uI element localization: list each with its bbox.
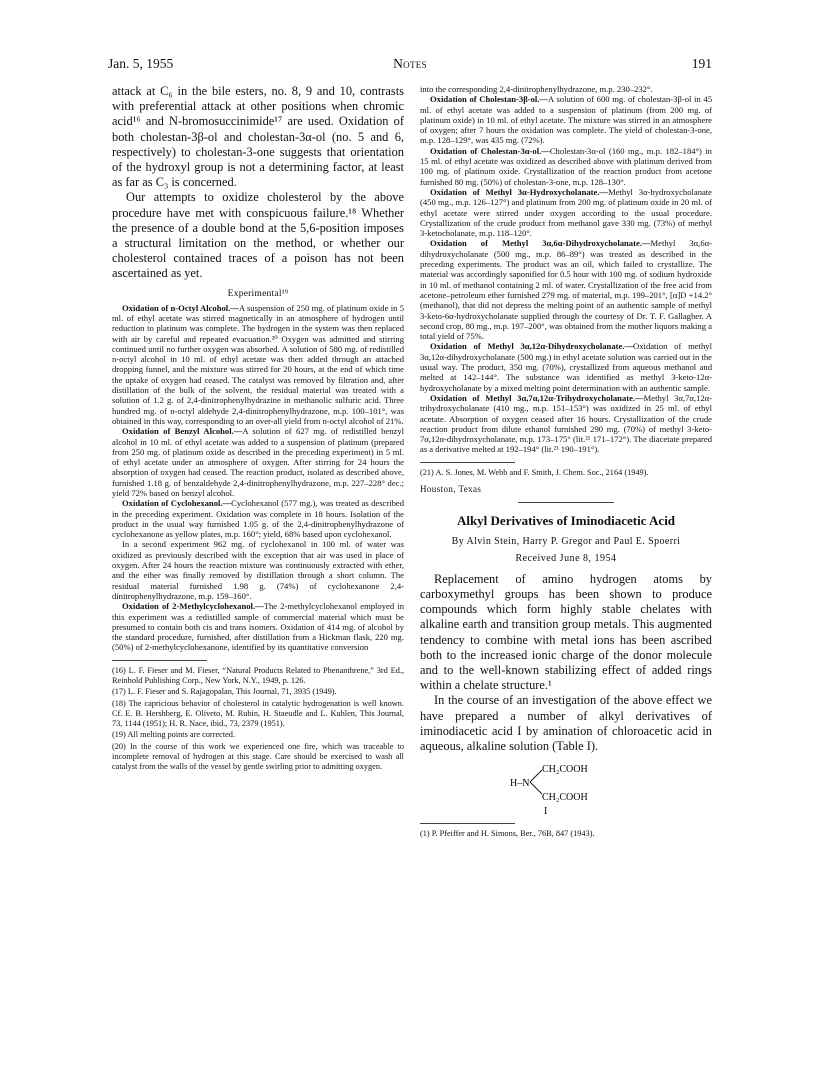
experimental-continuation	[420, 84, 712, 455]
header-section: Notes	[393, 56, 427, 71]
experiment-text: Methyl 3α,6α-dihydroxycholanate (500 mg., m.p. 86–89°) was treated as described in the preceding experiments. The product was an oil, which failed to crystallize. The material was accordingly saponified for 0.5 hour with 100 mg. of sodium hydroxide in 10 ml. of methanol containing 2 ml. of water. Crystallization of the free acid from acetone–petroleum ether furnished 279 mg. of material, m.p. 199–201°, [α]D +14.2° (methanol), that did not depress the melting point of an authentic sample of methyl 3-keto-6α-hydroxycholanate supplied through the courtesy of Dr. T. F. Gallagher. A second crop, 80 mg., m.p. 197–200°, was obtained from the mother liquors making a total yield of 75%.	[420, 238, 712, 342]
footnote-divider	[112, 660, 207, 661]
left-column	[112, 84, 404, 773]
experiment-text: Methyl 3α,7α,12α-trihydroxycholanate (410 mg., m.p. 151–153°) was oxidized in 25 ml. of ethyl acetate. Absorption of oxygen ceased after 16 hours. Crystallization of the crude reaction product from dilute ethanol furnished 290 mg. (70%) of methyl 3-keto-7α,12α-dihydroxycholanate, m.p. 173–175° (lit.²¹ 171–172°). The diacetate prepared as a derivative melted at 192–194° (lit.²¹ 190–191°).	[420, 392, 712, 455]
experiment-title: Oxidation of Methyl 3α,6α-Dihydroxycholanate.—	[430, 238, 651, 249]
experiment-text: A solution of 627 mg. of redistilled benzyl alcohol in 10 ml. of ethyl acetate was added to a suspension of platinum (prepared from 250 mg. of platinum oxide as described in the preceding experiment) in 5 ml. of ethyl acetate under an atmosphere of oxygen. After stirring for 24 hours the absorption of oxygen had ceased. The reaction product, isolated as described above, furnished 1.18 g. of benzaldehyde 2,4-dinitrophenylhydrazone, m.p. 227–228° dec.; yield 72% based on benzyl alcohol.	[112, 426, 405, 498]
article-title: Alkyl Derivatives of Iminodiacetic Acid	[456, 512, 676, 528]
structure-diagram	[420, 758, 712, 816]
experiment-text: Methyl 3α-hydroxycholanate (450 mg., m.p. 126–127°) and platinum from 200 mg. of platinum oxide in 20 ml. of ethyl acetate were stirred under oxygen according to the usual procedure. Crystallization of the crude product from methanol gave 330 mg. (73%) of methyl 3-ketocholanate, m.p. 118–120°.	[420, 186, 713, 239]
experiment-paragraph	[112, 303, 404, 427]
article-divider	[518, 502, 614, 503]
footnote: (1) P. Pfeiffer and H. Simons, Ber., 76B, 847 (1943).	[420, 829, 595, 839]
footnote: (16) L. F. Fieser and M. Fieser, “Natural Products Related to Phenanthrene,” 3rd Ed., Reinhold Publishing Corp., New York, N.Y., 1949, p. 126.	[112, 665, 404, 685]
experimental-section	[112, 303, 404, 653]
footnote: (18) The capricious behavior of cholesterol in catalytic hydrogenation is well known. Cf. E. B. Hershberg, E. Oliveto, M. Rubin, H. Staeudle and L. Kuhlen, This Journal, 73, 1144 (1951); H. R. Nace, ibid., 73, 2379 (1951).	[112, 698, 404, 728]
intro-paragraph: Our attempts to oxidize cholesterol by the above procedure have met with conspicuous failure.¹⁸ Whether the presence of a double bond at the 5,6-position imposes a structural limitation on the method, or whether our cholesterol contained traces of a poison has not been ascertained as yet.	[112, 190, 404, 281]
footnote-divider	[420, 462, 515, 463]
experiment-text: A suspension of 250 mg. of platinum oxide in 5 ml. of ethyl acetate was stirred magnetically in an atmosphere of hydrogen until reduction to platinum was complete. The hydrogen in the system was then replaced with air by careful and repeated evacuation.²⁰ Oxygen was admitted and stirring continued until no further oxygen was absorbed. A solution of 580 mg. of redistilled n-octyl alcohol in 10 ml. of ethyl acetate was then added through an attached dropping funnel, and the mixture was stirred for 20 hours, at the end of which time the uptake of oxygen had ceased. The catalyst was removed by filtration and, after distillation of the bulk of the solvent, the residual material was treated with a solution of 1.2 g. of 2,4-dinitrophenylhydrazine in methanolic sulfuric acid. Three hundred mg. of n-octyl aldehyde 2,4-dinitrophenylhydrazone, m.p. 100–101°, was obtained in this way, corresponding to an over-all yield from n-octyl alcohol of 21%.	[112, 302, 404, 426]
experiment-title: Oxidation of n-Octyl Alcohol.—	[122, 302, 239, 313]
body-paragraph: In the course of an investigation of the above effect we have prepared a number of alkyl derivatives of iminodiacetic acid I by amination of chloroacetic acid in aqueous, alkaline solution (Table I).	[420, 693, 712, 753]
author-address: Houston, Texas	[420, 483, 482, 494]
footnote: (20) In the course of this work we experienced one fire, which was traceable to incomplete removal of hydrogen at this stage. Care should be exercised to wash all catalyst from the walls of the vessel by gentle swirling prior to admitting oxygen.	[112, 741, 404, 771]
footnote: (21) A. S. Jones, M. Webb and F. Smith, J. Chem. Soc., 2164 (1949).	[420, 467, 649, 477]
experiment-paragraph	[420, 146, 712, 187]
experiment-title: Oxidation of Methyl 3α-Hydroxycholanate.—	[430, 186, 609, 197]
experiment-paragraph	[112, 426, 404, 498]
body-paragraph: Replacement of amino hydrogen atoms by carboxymethyl groups has been shown to produce compounds which form highly stable chelates with alkaline earth and transition group metals. This augmented tendency to combine with metal ions has been ascribed both to the increased ionic charge of the donor molecule and to the well-known stabilizing effect of added rings within a chelate structure.¹	[420, 571, 712, 693]
experiment-paragraph	[420, 94, 712, 145]
experiment-title: Oxidation of Methyl 3α,12α-Dihydroxycholanate.—	[430, 341, 634, 352]
header-date: Jan. 5, 1955	[108, 56, 174, 71]
structure-bond-bottom	[530, 782, 542, 794]
footnote: (17) L. F. Fieser and S. Rajagopalan, This Journal, 71, 3935 (1949).	[112, 687, 337, 697]
experiment-title: Oxidation of Cyclohexanol.—	[122, 498, 232, 509]
intro-text	[112, 84, 404, 282]
structure-label: I	[544, 806, 548, 817]
experiment-text: The 2-methylcyclohexanol employed in this experiment was a redistilled sample of commercial material which must be presumed to contain both cis and trans isomers. Oxidation of 414 mg. of alcohol by the standard procedure, furnished, after distillation from a Hickman flask, 220 mg. (50%) of 2-methylcyclohexanone, identified by its quantitative conversion	[112, 601, 404, 653]
experiment-paragraph	[112, 498, 404, 539]
footnote: (19) All melting points are corrected.	[112, 730, 236, 740]
chemical-structure	[420, 758, 712, 816]
byline: By Alvin Stein, Harry P. Gregor and Paul E. Spoerri	[451, 535, 681, 547]
experiment-paragraph	[420, 187, 712, 238]
structure-bond-top	[530, 770, 542, 782]
experiment-paragraph	[420, 238, 712, 341]
experiment-title: Oxidation of Cholestan-3α-ol.—	[430, 145, 550, 156]
footnote-divider	[420, 823, 515, 824]
experiment-paragraph	[420, 84, 712, 94]
experiment-paragraph	[420, 341, 712, 392]
experiment-title: Oxidation of 2-Methylcyclohexanol.—	[122, 601, 264, 612]
article-body	[420, 572, 712, 754]
running-header	[108, 56, 712, 76]
experiment-paragraph	[112, 601, 404, 652]
intro-paragraph: attack at C₆ in the bile esters, no. 8, 9 and 10, contrasts with preferential attack at other positions when chromic acid¹⁶ and N-bromosuccinimide¹⁷ are used. Oxidation of both cholestan-3β-ol and cholestan-3α-ol (no. 5 and 6, respectively) to cholestan-3-one suggests that orientation of the hydroxyl group is not a determining factor, at least as far as C₃ is concerned.	[112, 84, 404, 190]
experiment-title: Oxidation of Benzyl Alcohol.—	[122, 426, 243, 437]
structure-hn: H–N	[510, 778, 530, 790]
page-number: 191	[691, 56, 712, 71]
experiment-text: Oxidation of methyl 3α,12α-dihydroxycholanate (500 mg.) in ethyl acetate solution was carried out in the usual way. The product, 350 mg. (70%), crystallized from aqueous methanol and melted at 142–144°. The substance was identified as methyl 3-keto-12α-hydroxycholanate by a mixed melting point determination with an authentic sample.	[420, 341, 712, 393]
experiment-paragraph	[112, 539, 404, 601]
structure-top-group: CH₂COOH	[542, 764, 588, 776]
experiment-text: Cyclohexanol (577 mg.), was treated as described in the preceding experiment. Oxidation was complete in 18 hours. Isolation of the product in the usual way furnished 1.05 g. of the 2,4-dinitrophenylhydrazone of cyclohexanone as yellow plates, m.p. 160°; yield, 68% based upon cyclohexanol.	[112, 498, 405, 540]
experiment-text: Cholestan-3α-ol (160 mg., m.p. 182–184°) in 15 ml. of ethyl acetate was oxidized as described above with platinum derived from 100 mg. of platinum oxide. Crystallization of the reaction product from acetone furnished 80 mg. (50%) of cholestan-3-one, m.p. 128–130°.	[420, 145, 712, 187]
right-column	[420, 84, 712, 839]
experiment-paragraph	[420, 393, 712, 455]
experimental-heading: Experimental¹⁹	[227, 287, 289, 299]
structure-bottom-group: CH₂COOH	[542, 792, 588, 804]
received-date: Received June 8, 1954	[515, 552, 617, 564]
experiment-text: In a second experiment 962 mg. of cyclohexanol in 100 ml. of water was oxidized as previously described with the exception that air was used in place of oxygen. After 24 hours the reaction mixture was continuously extracted with ether, and the ether was finally removed by distillation through a short column. The residual material furnished 1.98 g. (74%) of cyclohexanone 2,4-dinitrophenylhydrazone, m.p. 159–160°.	[112, 539, 404, 601]
footnotes	[112, 666, 404, 772]
experiment-text: into the corresponding 2,4-dinitrophenylhydrazone, m.p. 230–232°.	[420, 84, 653, 94]
experiment-title: Oxidation of Methyl 3α,7α,12α-Trihydroxycholanate.—	[430, 392, 644, 403]
experiment-text: A solution of 600 mg. of cholestan-3β-ol in 45 ml. of ethyl acetate was added to a suspension of platinum (from 200 mg. of platinum oxide) in 10 ml. of ethyl acetate. The mixture was stirred in an atmosphere of oxygen; after 7 hours the oxidation was complete. The yield of cholestan-3-one, m.p. 128–129°, was 435 mg. (72%).	[420, 94, 713, 146]
experiment-title: Oxidation of Cholestan-3β-ol.—	[430, 94, 549, 105]
